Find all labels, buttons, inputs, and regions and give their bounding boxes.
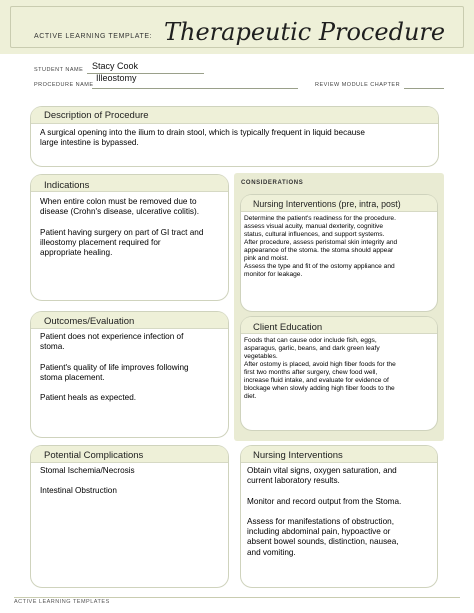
indications-body: When entire colon must be removed due to disease (Crohn's disease, ulcerative colitis). Patient having surgery on part of GI tract and illeostomy placement required for appropriate healing. xyxy=(40,197,204,258)
description-card-header xyxy=(31,107,438,124)
description-body: A surgical opening into the ilium to drain stool, which is typically frequent in liquid because large intestine is bypassed. xyxy=(40,128,365,148)
procedure-name-label: PROCEDURE NAME xyxy=(34,82,94,88)
procedure-name-value: Illeostomy xyxy=(96,73,137,83)
description-title: Description of Procedure xyxy=(44,110,149,121)
procedure-name-underline xyxy=(92,88,298,89)
indications-card-header xyxy=(31,175,228,192)
potential-complications-header xyxy=(31,446,228,463)
review-module-label: REVIEW MODULE CHAPTER xyxy=(315,82,401,88)
outcomes-body: Patient does not experience infection of stoma. Patient's quality of life improves following stoma placement. Patient heals as expected. xyxy=(40,332,189,403)
outcomes-title: Outcomes/Evaluation xyxy=(44,316,135,327)
nursing-interventions-prepost-body: Determine the patient's readiness for the procedure. assess visual acuity, manual dexterity, cognitive status, cultural influences, and support systems. After procedure, assess peristomal skin integrity and appearance of the stoma. the stoma should appear pink and moist. Assess the type and fit of the ostomy appliance and monitor for leakage. xyxy=(244,215,398,278)
nursing-interventions-title: Nursing Interventions xyxy=(253,450,343,461)
client-education-body: Foods that can cause odor include fish, eggs, asparagus, garlic, beans, and dark green leafy vegetables. After ostomy is placed, avoid high fiber foods for the first two months after surgery, chew food well, increase fluid intake, and evaluate for evidence of blockage when slowly adding high fiber foods to the diet. xyxy=(244,337,396,400)
considerations-label: CONSIDERATIONS xyxy=(241,180,304,186)
footer-rule xyxy=(14,597,460,598)
outcomes-card-header xyxy=(31,312,228,329)
student-name-value: Stacy Cook xyxy=(92,61,139,71)
nursing-interventions-prepost-title: Nursing Interventions (pre, intra, post) xyxy=(253,199,401,209)
nursing-interventions-body: Obtain vital signs, oxygen saturation, and current laboratory results. Monitor and record output from the Stoma. Assess for manifestations of obstruction, including abdominal pain, hypoactive or absent bowel sounds, distinction, nausea, and vomiting. xyxy=(247,466,402,557)
review-module-underline xyxy=(404,88,444,89)
client-education-header xyxy=(241,317,437,334)
footer-label: ACTIVE LEARNING TEMPLATES xyxy=(14,599,110,605)
student-name-label: STUDENT NAME xyxy=(34,67,84,73)
potential-complications-title: Potential Complications xyxy=(44,450,144,461)
nursing-interventions-header xyxy=(241,446,437,463)
client-education-title: Client Education xyxy=(253,322,323,333)
potential-complications-body: Stomal Ischemia/Necrosis Intestinal Obstruction xyxy=(40,466,135,496)
page-title: Therapeutic Procedure xyxy=(164,18,446,46)
indications-title: Indications xyxy=(44,180,90,191)
nursing-interventions-prepost-header xyxy=(241,195,437,212)
template-label: ACTIVE LEARNING TEMPLATE: xyxy=(34,33,153,40)
